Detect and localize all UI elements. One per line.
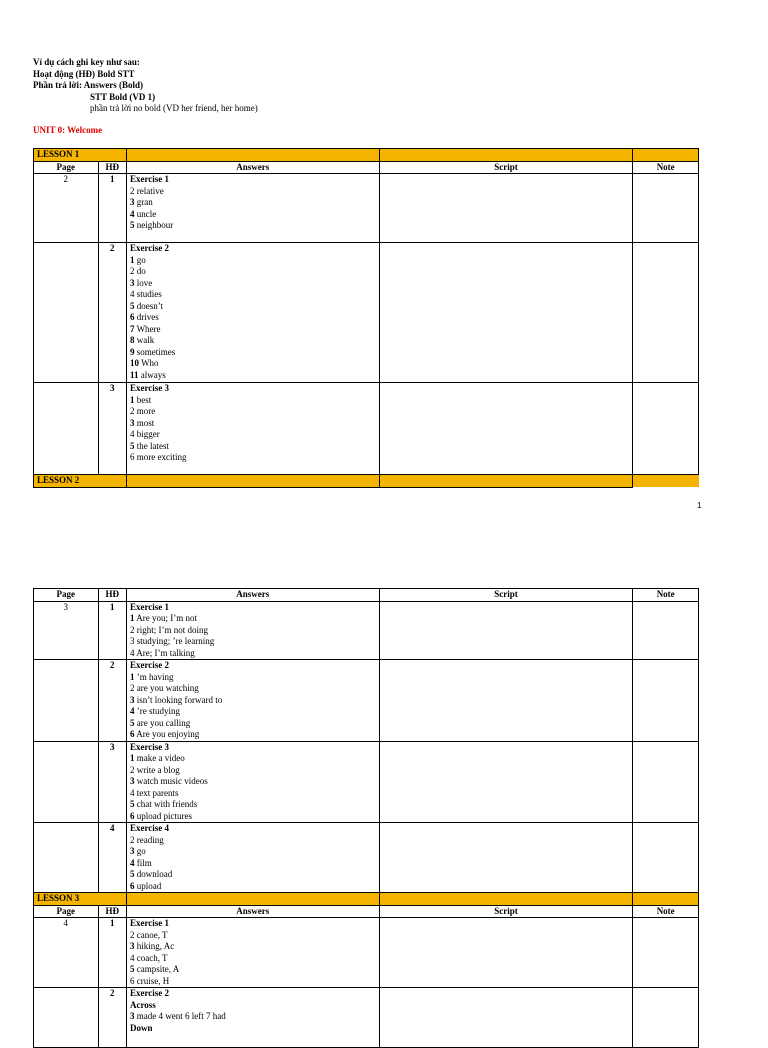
answer-text: upload (136, 880, 162, 891)
answer-text: download (136, 869, 173, 879)
answer-line (130, 846, 376, 858)
hd-cell: 3 (98, 741, 126, 823)
answer-line (130, 301, 376, 313)
answer-line (130, 648, 376, 660)
header-answers: Answers (126, 905, 379, 918)
answer-line (130, 976, 376, 988)
answer-line (130, 695, 376, 707)
answer-text: 2 more (129, 406, 156, 416)
answer-line (130, 289, 376, 301)
exercise-heading: Exercise 2 (129, 660, 170, 670)
page-cell (34, 741, 99, 823)
answer-text: 6 more exciting (129, 452, 187, 462)
note-cell (633, 383, 699, 475)
answer-line (130, 220, 376, 232)
answer-line (130, 197, 376, 209)
answer-number: 6 (129, 312, 135, 322)
exercise-row (34, 741, 699, 823)
answer-line (130, 613, 376, 625)
note-cell (633, 988, 699, 1048)
answer-number: Across (129, 999, 156, 1010)
answer-table-2 (33, 588, 699, 1048)
answer-line (130, 418, 376, 430)
instruction-line-5: phần trả lời no bold (VD her friend, her home) (90, 103, 258, 113)
answer-line (130, 625, 376, 637)
answer-number: 3 (129, 277, 135, 288)
answer-line (130, 209, 376, 221)
header-script: Script (379, 161, 633, 174)
answer-text: love (136, 277, 153, 288)
exercise-heading: Exercise 4 (129, 823, 170, 833)
answer-number: 6 (129, 880, 135, 891)
instruction-line-3: Phần trả lời: Answers (Bold) (33, 80, 143, 90)
answer-line (130, 1011, 376, 1023)
answers-cell (126, 243, 379, 383)
answer-text: 3 studying; ’re learning (129, 636, 215, 646)
answer-line (130, 266, 376, 278)
answers-cell (126, 823, 379, 893)
instruction-line-1: Ví dụ cách ghi key như sau: (33, 57, 140, 67)
exercise-row (34, 243, 699, 383)
answer-line (130, 395, 376, 407)
answer-line (130, 406, 376, 418)
lesson-label: LESSON 1 (34, 149, 127, 162)
answer-line (130, 441, 376, 453)
page-cell (34, 243, 99, 383)
answer-text: 4 bigger (129, 429, 160, 439)
exercise-heading: Exercise 3 (129, 741, 170, 752)
exercise-heading: Exercise 1 (129, 174, 170, 184)
answers-cell (126, 741, 379, 823)
answer-line (130, 765, 376, 777)
header-note: Note (633, 161, 699, 174)
answer-line (130, 706, 376, 718)
answer-number: 5 (129, 300, 135, 311)
exercise-heading: Exercise 2 (129, 243, 170, 253)
answer-line (130, 370, 376, 382)
answer-text: chat with friends (136, 799, 198, 809)
page-cell (34, 988, 99, 1048)
page-cell: 4 (34, 918, 99, 988)
header-page: Page (34, 589, 99, 602)
header-hd: HĐ (98, 905, 126, 918)
answer-line (130, 1000, 376, 1012)
page-cell (34, 660, 99, 742)
answer-number: 3 (129, 776, 135, 786)
answer-line (130, 930, 376, 942)
answer-text: drives (136, 312, 159, 322)
page-cell: 3 (34, 601, 99, 660)
answers-cell (126, 988, 379, 1048)
answer-text: 2 are you watching (129, 683, 199, 693)
answer-text: 4 Are; I’m talking (129, 647, 195, 658)
script-cell (379, 741, 633, 823)
lesson-row-1 (34, 149, 699, 162)
answer-text: gran (136, 197, 153, 207)
answer-text: most (136, 417, 155, 428)
answer-number: 10 (129, 358, 139, 368)
exercise-row (34, 383, 699, 475)
answer-number: 1 (129, 753, 135, 763)
header-row (34, 589, 699, 602)
answer-text: ’m having (136, 671, 174, 682)
note-cell (633, 918, 699, 988)
answer-number: 3 (129, 417, 135, 428)
unit-title: UNIT 0: Welcome (33, 125, 103, 135)
page-cell (34, 823, 99, 893)
answer-line (130, 835, 376, 847)
answer-number: 3 (129, 1011, 135, 1021)
answer-text: Are you enjoying (136, 729, 200, 739)
answer-text: Who (141, 358, 159, 368)
answer-text: are you calling (136, 717, 191, 728)
answer-text: ’re studying (136, 706, 180, 716)
exercise-heading: Exercise 1 (129, 918, 170, 928)
page-number: 1 (697, 501, 702, 510)
answer-text: 4 studies (129, 289, 162, 299)
answer-text: film (136, 857, 152, 868)
answer-line (130, 683, 376, 695)
script-cell (379, 660, 633, 742)
answer-line (130, 186, 376, 198)
answer-number: 1 (129, 394, 135, 405)
answer-text: hiking, Ac (136, 941, 175, 951)
answer-text: watch music videos (136, 776, 208, 786)
answer-line (130, 672, 376, 684)
answer-line (130, 255, 376, 267)
answer-text: always (140, 369, 166, 380)
hd-cell: 1 (98, 601, 126, 660)
answers-cell (126, 601, 379, 660)
answer-number: 3 (129, 941, 135, 951)
answers-cell (126, 660, 379, 742)
answer-number: 5 (129, 869, 135, 879)
script-cell (379, 918, 633, 988)
answer-number: 6 (129, 729, 135, 739)
answer-number: 1 (129, 671, 135, 682)
answer-number: 5 (129, 220, 135, 230)
exercise-heading: Exercise 2 (129, 988, 170, 998)
instruction-line-4: STT Bold (VD 1) (90, 91, 156, 102)
answer-line (130, 788, 376, 800)
note-cell (633, 823, 699, 893)
answer-number: 4 (129, 208, 135, 219)
script-cell (379, 823, 633, 893)
answer-number: 9 (129, 346, 135, 357)
lesson-label: LESSON 2 (34, 475, 127, 488)
instruction-line-2: Hoạt động (HĐ) Bold STT (33, 68, 135, 79)
answer-number: 1 (129, 613, 135, 623)
answer-line (130, 335, 376, 347)
script-cell (379, 174, 633, 243)
answer-line (130, 799, 376, 811)
answer-line (130, 881, 376, 893)
answer-number: 3 (129, 197, 135, 207)
answer-line (130, 452, 376, 464)
header-row (34, 905, 699, 918)
lesson-row-3 (34, 893, 699, 906)
note-cell (633, 660, 699, 742)
answer-text: best (136, 394, 152, 405)
header-row (34, 161, 699, 174)
answer-text: 2 canoe, T (129, 929, 168, 940)
answer-text: made 4 went 6 left 7 had (136, 1011, 226, 1021)
answer-number: 5 (129, 799, 135, 809)
answer-line (130, 858, 376, 870)
answer-number: 5 (129, 440, 135, 451)
header-note: Note (633, 905, 699, 918)
hd-cell: 2 (98, 243, 126, 383)
answer-number: 4 (129, 706, 135, 716)
exercise-row (34, 660, 699, 742)
answer-text: upload pictures (136, 810, 192, 821)
script-cell (379, 383, 633, 475)
note-cell (633, 601, 699, 660)
lesson-label: LESSON 3 (34, 893, 127, 906)
answer-text: 6 cruise, H (129, 975, 170, 986)
header-answers: Answers (126, 161, 379, 174)
answer-line (130, 941, 376, 953)
answer-text: sometimes (136, 346, 176, 357)
header-page: Page (34, 161, 99, 174)
hd-cell: 1 (98, 174, 126, 243)
page-cell: 2 (34, 174, 99, 243)
hd-cell: 4 (98, 823, 126, 893)
answer-line (130, 869, 376, 881)
answer-number: 4 (129, 857, 135, 868)
answer-text: go (136, 846, 146, 856)
header-note: Note (633, 589, 699, 602)
answer-text: 4 text parents (129, 787, 179, 798)
answer-line (130, 718, 376, 730)
answer-number: 5 (129, 964, 135, 974)
answers-cell (126, 174, 379, 243)
answer-number: 3 (129, 846, 135, 856)
answer-text: campsite, A (136, 964, 180, 974)
note-cell (633, 243, 699, 383)
hd-cell: 2 (98, 988, 126, 1048)
script-cell (379, 243, 633, 383)
answer-text: uncle (136, 208, 157, 219)
answer-line (130, 953, 376, 965)
answer-table-1 (33, 148, 699, 488)
answer-number: 8 (129, 335, 135, 345)
answer-text: 4 coach, T (129, 952, 168, 963)
answer-line (130, 1023, 376, 1035)
answer-line (130, 964, 376, 976)
answers-cell (126, 918, 379, 988)
header-answers: Answers (126, 589, 379, 602)
header-script: Script (379, 589, 633, 602)
instructions (33, 57, 258, 115)
hd-cell: 1 (98, 918, 126, 988)
exercise-row (34, 988, 699, 1048)
header-hd: HĐ (98, 161, 126, 174)
answer-line (130, 278, 376, 290)
answer-text: walk (136, 335, 155, 345)
answer-line (130, 429, 376, 441)
exercise-heading: Exercise 3 (129, 383, 170, 393)
answer-text: doesn’t (136, 300, 164, 311)
answer-text: Where (136, 323, 161, 334)
answer-number: 11 (129, 369, 139, 380)
answer-line (130, 312, 376, 324)
answer-text: the latest (136, 440, 169, 451)
answer-text: make a video (136, 753, 185, 763)
answer-text: 2 right; I’m not doing (129, 624, 208, 635)
answer-text: 2 write a blog (129, 764, 180, 775)
page-cell (34, 383, 99, 475)
answer-number: Down (129, 1022, 153, 1033)
answer-text: Are you; I’m not (136, 613, 197, 623)
hd-cell: 2 (98, 660, 126, 742)
note-cell (633, 741, 699, 823)
answer-number: 7 (129, 323, 135, 334)
answer-text: go (136, 254, 146, 265)
answer-text: 2 do (129, 266, 146, 276)
answer-text: 2 relative (129, 185, 164, 196)
answer-line (130, 753, 376, 765)
script-cell (379, 988, 633, 1048)
script-cell (379, 601, 633, 660)
answer-number: 3 (129, 694, 135, 705)
answer-number: 5 (129, 717, 135, 728)
answers-cell (126, 383, 379, 475)
answer-line (130, 776, 376, 788)
lesson-row-2 (34, 475, 699, 488)
exercise-heading: Exercise 1 (129, 601, 170, 612)
note-cell (633, 174, 699, 243)
answer-line (130, 811, 376, 823)
answer-text: neighbour (136, 220, 174, 230)
hd-cell: 3 (98, 383, 126, 475)
answer-text: isn’t looking forward to (136, 694, 223, 705)
exercise-row (34, 601, 699, 660)
answer-text: 2 reading (129, 834, 164, 845)
answer-number: 1 (129, 254, 135, 265)
header-hd: HĐ (98, 589, 126, 602)
header-page: Page (34, 905, 99, 918)
answer-line (130, 729, 376, 741)
exercise-row (34, 823, 699, 893)
exercise-row (34, 174, 699, 243)
answer-line (130, 324, 376, 336)
answer-number: 6 (129, 810, 135, 821)
answer-line (130, 347, 376, 359)
answer-line (130, 636, 376, 648)
answer-line (130, 358, 376, 370)
exercise-row (34, 918, 699, 988)
header-script: Script (379, 905, 633, 918)
